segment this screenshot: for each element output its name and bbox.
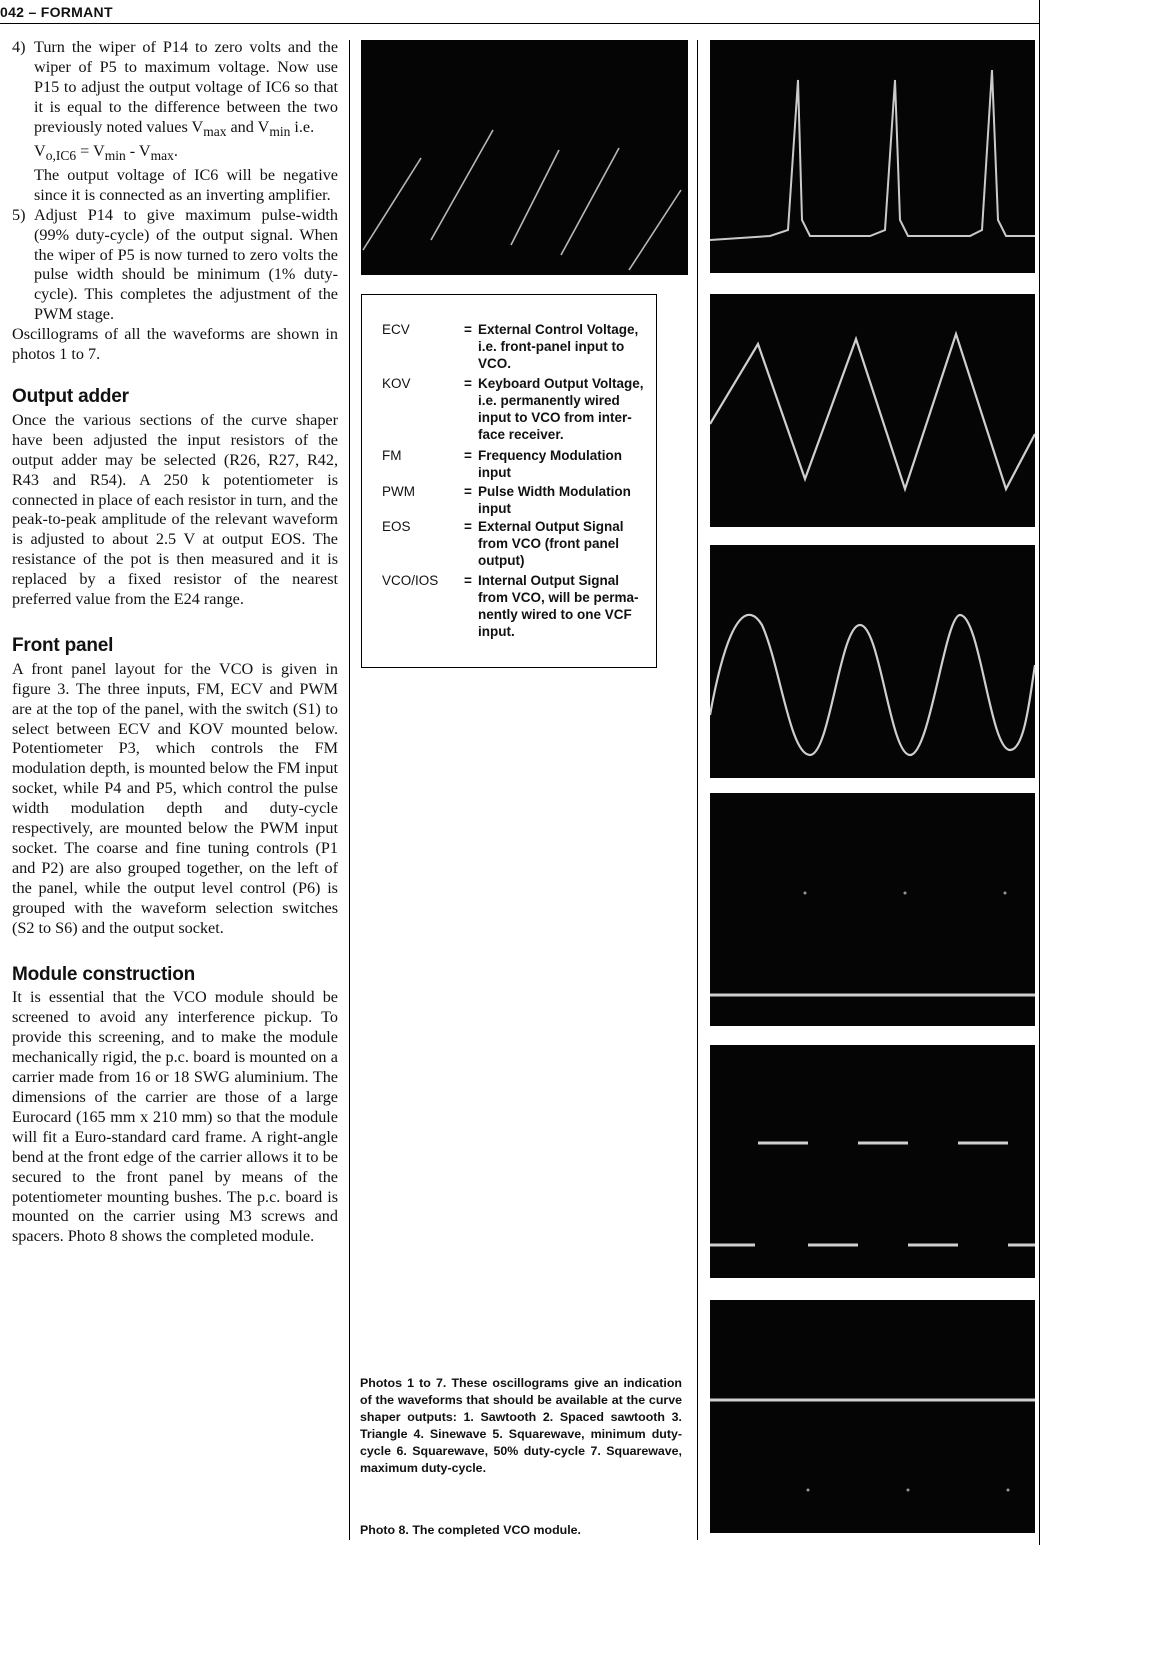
step-body: Adjust P14 to give maximum pulse-width (99% duty-cycle) of the output signal. When the wiper of P5 is now turned to zero volts the pulse width should be minimum (1% duty-cycle). This completes the adjustment of the PWM stage.: [34, 205, 338, 324]
paragraph: A front panel layout for the VCO is given in figure 3. The three inputs, FM, ECV and PWM are at the top of the panel, with the switch (S1) to select between ECV and KOV mounted below. Potentiometer P3, which controls the FM modulation depth, is mounted below the FM input socket, while P4 and P5, which control the pulse width modulation depth and duty-cycle respectively, are mounted below the PWM input socket. The coarse and fine tuning controls (P1 and P2) are also grouped together, on the left of the panel, while the output level control (P6) is grouped with the waveform selection switches (S2 to S6) and the output socket.: [12, 659, 338, 937]
legend-row-pwm: PWM = Pulse Width Modulation input: [382, 484, 631, 516]
paragraph: Oscillograms of all the waveforms are shown in photos 1 to 7.: [12, 325, 338, 364]
oscillogram-photo-4: [710, 545, 1035, 778]
subscript-min: min: [269, 123, 291, 139]
abbreviation-legend: [361, 294, 657, 668]
step-number: 4): [12, 38, 26, 56]
oscillogram-photo-1: [361, 40, 688, 275]
section-heading: Module construction: [12, 963, 196, 985]
column-divider-left: [349, 40, 350, 1540]
step-text-and: and V: [230, 117, 270, 136]
legend-row-eos: EOS = External Output Signal from VCO (front panel output): [382, 519, 624, 568]
paragraph: Once the various sections of the curve shaper have been adjusted the input resistors of the output adder may be selected (R26, R27, R42, R43 and R54). A 250 k potentiometer is connected in place of each resistor in turn, and the peak-to-peak amplitude of the relevant waveform is adjusted to about 2.5 V at output EOS. The resistance of the pot is then measured and it is replaced by a fixed resistor of the nearest preferred value from the E24 range.: [12, 410, 338, 609]
oscillogram-photo-2: [710, 40, 1035, 273]
article-text-column: [12, 38, 338, 1247]
oscillogram-photo-7: [710, 1300, 1035, 1533]
subscript-max: max: [203, 123, 227, 139]
legend-row-ecv: ECV = External Control Voltage, i.e. front-panel input to VCO.: [382, 322, 639, 371]
paragraph: It is essential that the VCO module should be screened to avoid any interference pickup. To provide this screening, and to make the module mechanically rigid, the p.c. board is mounted on a carrier made from 16 or 18 SWG aluminium. The dimensions of the carrier are those of a large Eurocard (165 mm x 210 mm) so that the module will fit a Euro-standard card frame. A right-angle bend at the front edge of the carrier allows it to be secured to the front panel by means of the potentiometer mounting bushes. The p.c. board is mounted on the carrier using M3 screws and spacers. Photo 8 shows the completed module.: [12, 988, 338, 1246]
page-edge-rule: [1039, 0, 1040, 1545]
squarewave-50-duty-trace: [710, 1045, 1035, 1278]
sawtooth-trace: [361, 40, 688, 275]
legend-row-fm: FM = Frequency Modulation input: [382, 448, 623, 480]
oscillogram-photo-5: [710, 793, 1035, 1026]
caption-photo-8: Photo 8. The completed VCO module.: [360, 1523, 581, 1537]
step-text: Turn the wiper of P14 to zero volts and the wiper of P5 to maximum voltage. Now use P15 to adjust the output voltage of IC6 so that it is equal to the difference between the two previously noted values V: [34, 38, 338, 136]
page-header: 042 – FORMANT: [0, 4, 113, 20]
section-heading: Front panel: [12, 634, 114, 656]
oscillogram-photo-6: [710, 1045, 1035, 1278]
step-4: [12, 38, 338, 206]
step-text: The output voltage of IC6 will be negative since it is connected as an inverting amplifier.: [34, 165, 338, 204]
caption-photos-1-7: Photos 1 to 7. These oscillograms give an indication of the waveforms that should be available at the curve shaper outputs: 1. Sawtooth 2. Spaced sawtooth 3. Triangle 4. Sinewave 5. Squarewave, minimum duty-cycle 6. Squarewave, 50% duty-cycle 7. Squarewave, maximum duty-cycle.: [360, 1376, 682, 1475]
legend-row-kov: KOV = Keyboard Output Voltage, i.e. permanently wired input to VCO from inter- face receiver.: [382, 376, 644, 442]
step-5: [12, 206, 338, 325]
section-heading: Output adder: [12, 385, 129, 407]
squarewave-min-duty-trace: [710, 793, 1035, 1026]
oscillogram-photo-3: [710, 294, 1035, 527]
step-text-ie: i.e.: [290, 117, 315, 136]
spaced-sawtooth-trace: [710, 40, 1035, 273]
triangle-trace: [710, 294, 1035, 527]
step-number: 5): [12, 205, 26, 224]
header-rule: [0, 23, 1040, 24]
squarewave-max-duty-trace: [710, 1300, 1035, 1533]
legend-row-vco-ios: VCO/IOS = Internal Output Signal from VCO, will be perma- nently wired to one VCF input.: [382, 573, 639, 639]
formula: $V_{o,IC6} = V_{min} - V_{max}$.: [34, 141, 178, 163]
sinewave-trace: [710, 545, 1035, 778]
column-divider-right: [697, 40, 698, 1540]
step-body: [34, 38, 338, 206]
